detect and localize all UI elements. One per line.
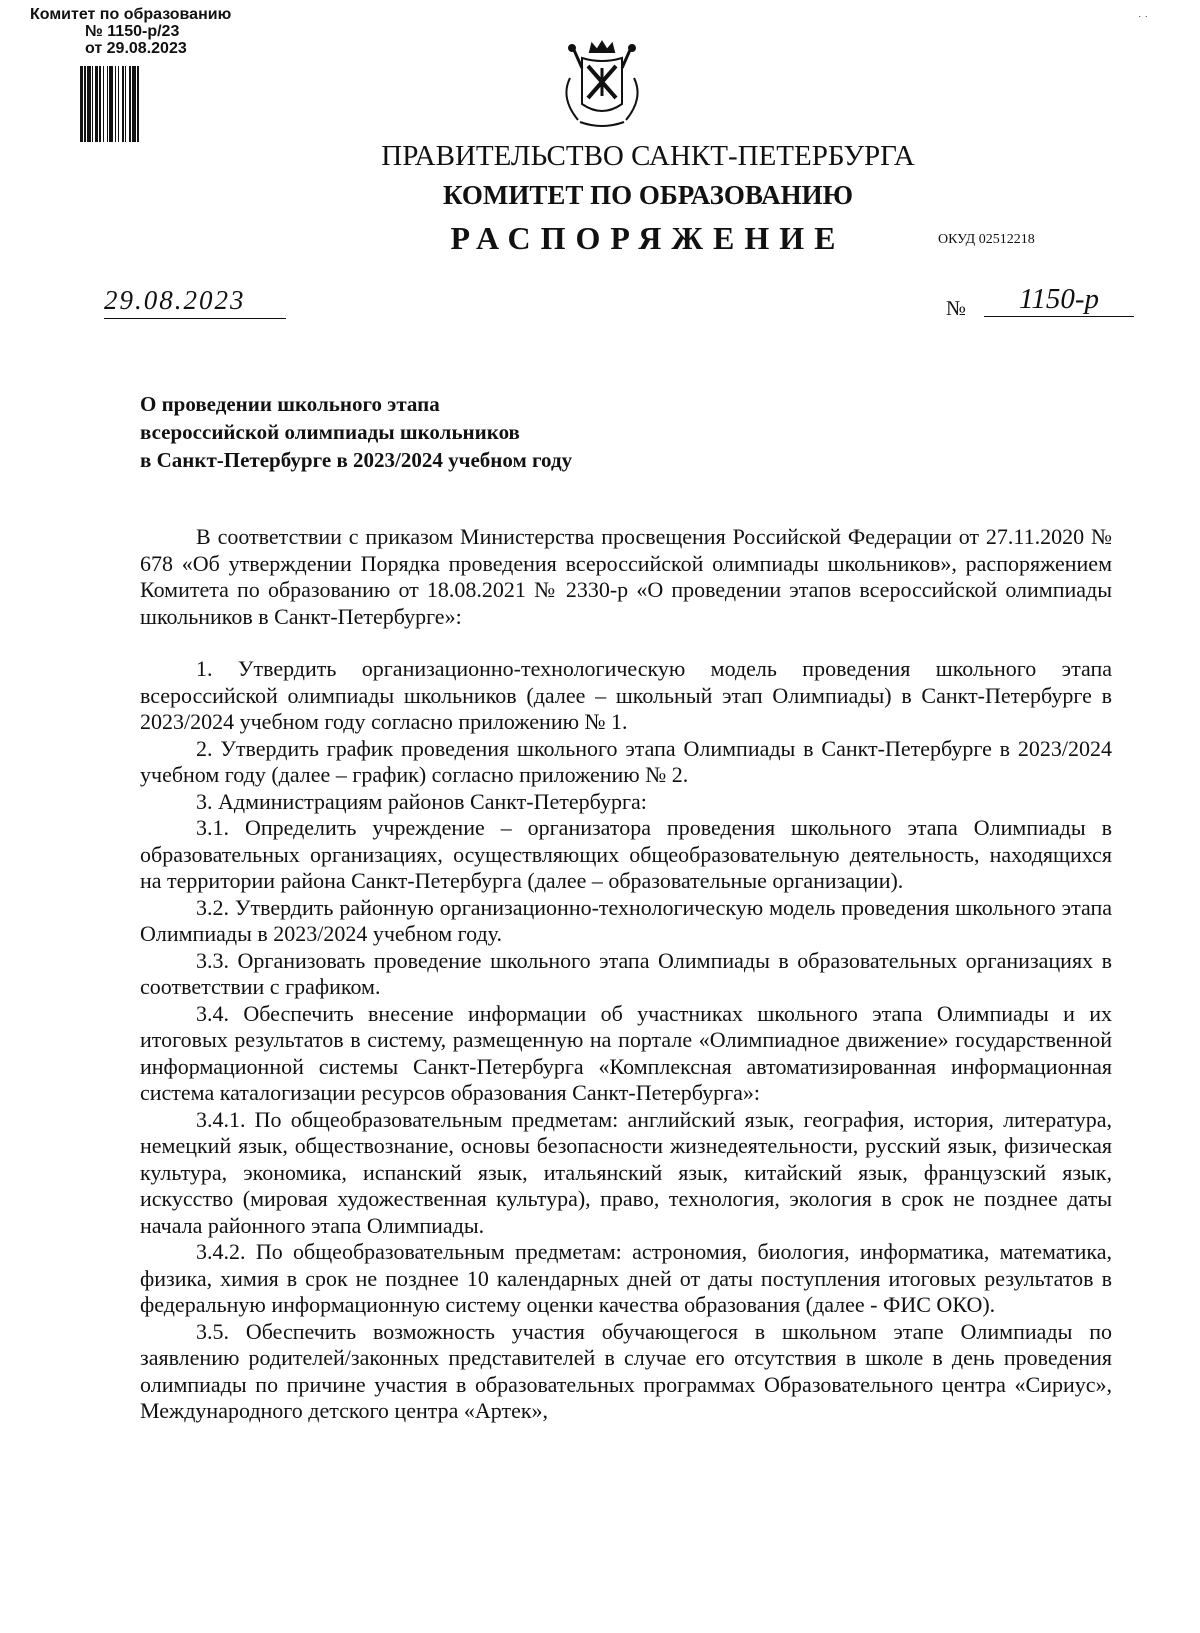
document-subject bbox=[140, 390, 740, 474]
stamp-date: от 29.08.2023 bbox=[85, 40, 187, 57]
number-label: № bbox=[946, 296, 967, 320]
body-paragraph: 3.4.2. По общеобразовательным предметам: астрономия, биология, информатика, математика, физика, химия в срок не позднее 10 календарных дней от даты поступления итоговых результатов в федеральную информационную систему оценки качества образования (далее - ФИС ОКО). bbox=[140, 1239, 1112, 1317]
okud-code: ОКУД 02512218 bbox=[938, 232, 1035, 247]
body-paragraph: 3.5. Обеспечить возможность участия обучающегося в школьном этапе Олимпиады по заявлению родителей/законных представителей в случае его отсутствия в школе в день проведения олимпиады по причине участия в образовательных программах Образовательного центра «Сириус», Международного детского центра «Артек», bbox=[140, 1318, 1112, 1423]
preamble-paragraph: В соответствии с приказом Министерства просвещения Российской Федерации от 27.11.2020 № 678 «Об утверждении Порядка проведения всероссийской олимпиады школьников», распоряжением Комитета по образованию от 18.08.2021 № 2330-р «О проведении этапов всероссийской олимпиады школьников в Санкт-Петербурге»: bbox=[140, 524, 1112, 629]
body-paragraph: 3.2. Утвердить районную организационно-технологическую модель проведения школьного этапа Олимпиады в 2023/2024 учебном году. bbox=[140, 894, 1112, 946]
body-paragraph: 3. Администрациям районов Санкт-Петербурга: bbox=[196, 788, 647, 814]
body-paragraph: 2. Утвердить график проведения школьного этапа Олимпиады в Санкт-Петербурге в 2023/2024 учебном году (далее – график) согласно приложению № 2. bbox=[140, 735, 1112, 787]
subject-line: в Санкт-Петербурге в 2023/2024 учебном году bbox=[140, 448, 573, 472]
body-paragraph: 3.4.1. По общеобразовательным предметам: английский язык, география, история, литература, немецкий язык, обществознание, основы безопасности жизнедеятельности, русский язык, физическая культура, экономика, испанский язык, итальянский язык, китайский язык, французский язык, искусство (мировая художественная культура), право, технология, экология в срок не позднее даты начала районного этапа Олимпиады. bbox=[140, 1106, 1112, 1238]
body-paragraph: 1. Утвердить организационно-технологическую модель проведения школьного этапа всероссийской олимпиады школьников (далее – школьный этап Олимпиады) в Санкт-Петербурге в 2023/2024 учебном году согласно приложению № 1. bbox=[140, 656, 1112, 734]
document-body bbox=[140, 524, 1112, 1425]
body-paragraph: 3.3. Организовать проведение школьного этапа Олимпиады в образовательных организациях в соответствии с графиком. bbox=[140, 947, 1112, 999]
body-paragraph: 3.1. Определить учреждение – организатора проведения школьного этапа Олимпиады в образовательных организациях, осуществляющих общеобразовательную деятельность, находящихся на территории района Санкт-Петербурга (далее – образовательные организации). bbox=[140, 815, 1112, 893]
document-number: 1150-р bbox=[984, 283, 1134, 317]
coat-of-arms-emblem bbox=[552, 38, 652, 132]
subject-line: О проведении школьного этапа bbox=[140, 392, 440, 416]
body-paragraph: 3.4. Обеспечить внесение информации об участниках школьного этапа Олимпиады и их итоговых результатов в систему, размещенную на портале «Олимпиадное движение» государственной информационной системы Санкт-Петербурга «Комплексная автоматизированная информационная система каталогизации ресурсов образования Санкт-Петербурга»: bbox=[140, 1000, 1112, 1105]
subject-line: всероссийской олимпиады школьников bbox=[140, 420, 520, 444]
document-date: 29.08.2023 bbox=[104, 285, 286, 319]
scan-mark: ˙ ˙ bbox=[1137, 14, 1148, 26]
barcode bbox=[80, 66, 180, 142]
stamp-number: № 1150-р/23 bbox=[85, 23, 180, 40]
committee-name: КОМИТЕТ ПО ОБРАЗОВАНИЮ bbox=[442, 180, 854, 210]
document-type: РАСПОРЯЖЕНИЕ bbox=[450, 220, 846, 256]
registration-stamp bbox=[30, 6, 280, 57]
stamp-issuer: Комитет по образованию bbox=[30, 6, 232, 23]
government-name: ПРАВИТЕЛЬСТВО САНКТ-ПЕТЕРБУРГА bbox=[381, 140, 915, 172]
